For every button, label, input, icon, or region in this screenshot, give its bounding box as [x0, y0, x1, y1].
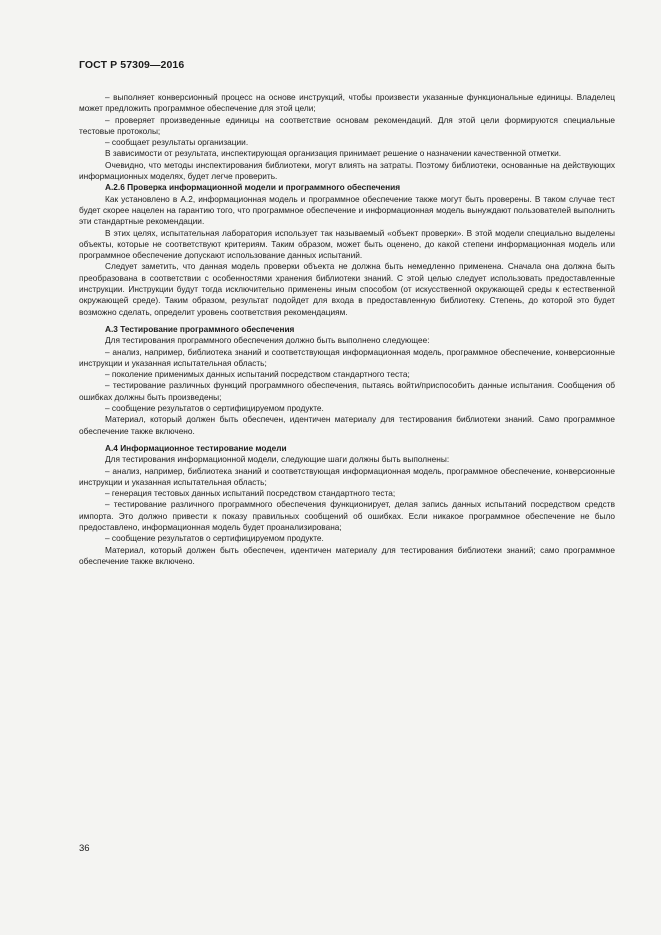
paragraph: В зависимости от результата, инспектирующая организация принимает решение о назначении качественной отметки.: [105, 148, 562, 159]
paragraph: – сообщает результаты организации.: [105, 137, 249, 148]
section-heading: А.2.6 Проверка информационной модели и программного обеспечения: [105, 182, 401, 193]
paragraph: Материал, который должен быть обеспечен, идентичен материалу для тестирования библиотеки знаний; само программное обеспечение также включено.: [79, 544, 615, 566]
paragraph: – генерация тестовых данных испытаний посредством стандартного теста;: [105, 488, 396, 499]
page-number: 36: [79, 843, 90, 854]
paragraph: В этих целях, испытательная лаборатория использует так называемый «объект проверки». В этой модели специально выделены объекты, которые не соответствуют критериям. Таким образом, может быть оценено, до какой степени информационная модель или программное обеспечение допускают использование данных испытаний.: [79, 227, 615, 261]
document-header: ГОСТ Р 57309—2016: [79, 59, 185, 71]
paragraph: Материал, который должен быть обеспечен, идентичен материалу для тестирования библиотеки знаний. Само программное обеспечение также включено.: [79, 414, 615, 436]
paragraph: Для тестирования программного обеспечения должно быть выполнено следующее:: [105, 335, 430, 346]
paragraph: – тестирование различных функций программного обеспечения, пытаясь войти/приспособить данные испытания. Сообщения об ошибках должны быть произведены;: [79, 380, 615, 402]
paragraph: Для тестирования информационной модели, следующие шаги должны быть выполнены:: [105, 454, 450, 465]
paragraph: Следует заметить, что данная модель проверки объекта не должна быть немедленно применена. Сначала она должна быть преобразована в соответствии с особенностями хранения библиотеки знаний. С этой целью следует использовать предоставленные инструкции. Инструкции будут тогда исключительно применены иным способом (от искусственной окружающей среды к естественной окружающей среде). Таким образом, результат подойдет для входа в предоставленную библиотеку. Степень, до которой это будет возможно сделать, определит уровень соответствия рекомендациям.: [79, 261, 615, 317]
paragraph: – анализ, например, библиотека знаний и соответствующая информационная модель, программное обеспечение, конверсионные инструкции и указанная испытательная область;: [79, 465, 615, 487]
section-heading: А.4 Информационное тестирование модели: [105, 442, 287, 453]
paragraph: – сообщение результатов о сертифицируемом продукте.: [105, 403, 324, 414]
paragraph: Как установлено в А.2, информационная модель и программное обеспечение также могут быть проверены. В таком случае тест будет скорее нацелен на гарантию того, что программное обеспечение и информационная модель вынуждают пользователей выполнить эти стандартные рекомендации.: [79, 193, 615, 227]
paragraph: – анализ, например, библиотека знаний и соответствующая информационная модель, программное обеспечение, конверсионные инструкции и указанная испытательная область;: [79, 346, 615, 368]
paragraph: – проверяет произведенные единицы на соответствие основам рекомендаций. Для этой цели формируются специальные тестовые протоколы;: [79, 114, 615, 136]
document-body: [79, 92, 615, 567]
section-heading: А.3 Тестирование программного обеспечения: [105, 323, 295, 334]
paragraph: – поколение применимых данных испытаний посредством стандартного теста;: [105, 369, 410, 380]
paragraph: – сообщение результатов о сертифицируемом продукте.: [105, 533, 324, 544]
paragraph: Очевидно, что методы инспектирования библиотеки, могут влиять на затраты. Поэтому библиотеки, основанные на действующих информационных моделях, будет легче проверить.: [79, 159, 615, 182]
paragraph: – тестирование различного программного обеспечения функционирует, делая запись данных испытаний посредством средств импорта. Это должно привести к показу правильных сообщений об ошибках. Если никакое программное обеспечение не было предоставлено, информационная модель будет проанализирована;: [79, 499, 615, 532]
paragraph: – выполняет конверсионный процесс на основе инструкций, чтобы произвести указанные функциональные единицы. Владелец может предложить программное обеспечение для этой цели;: [79, 92, 615, 114]
